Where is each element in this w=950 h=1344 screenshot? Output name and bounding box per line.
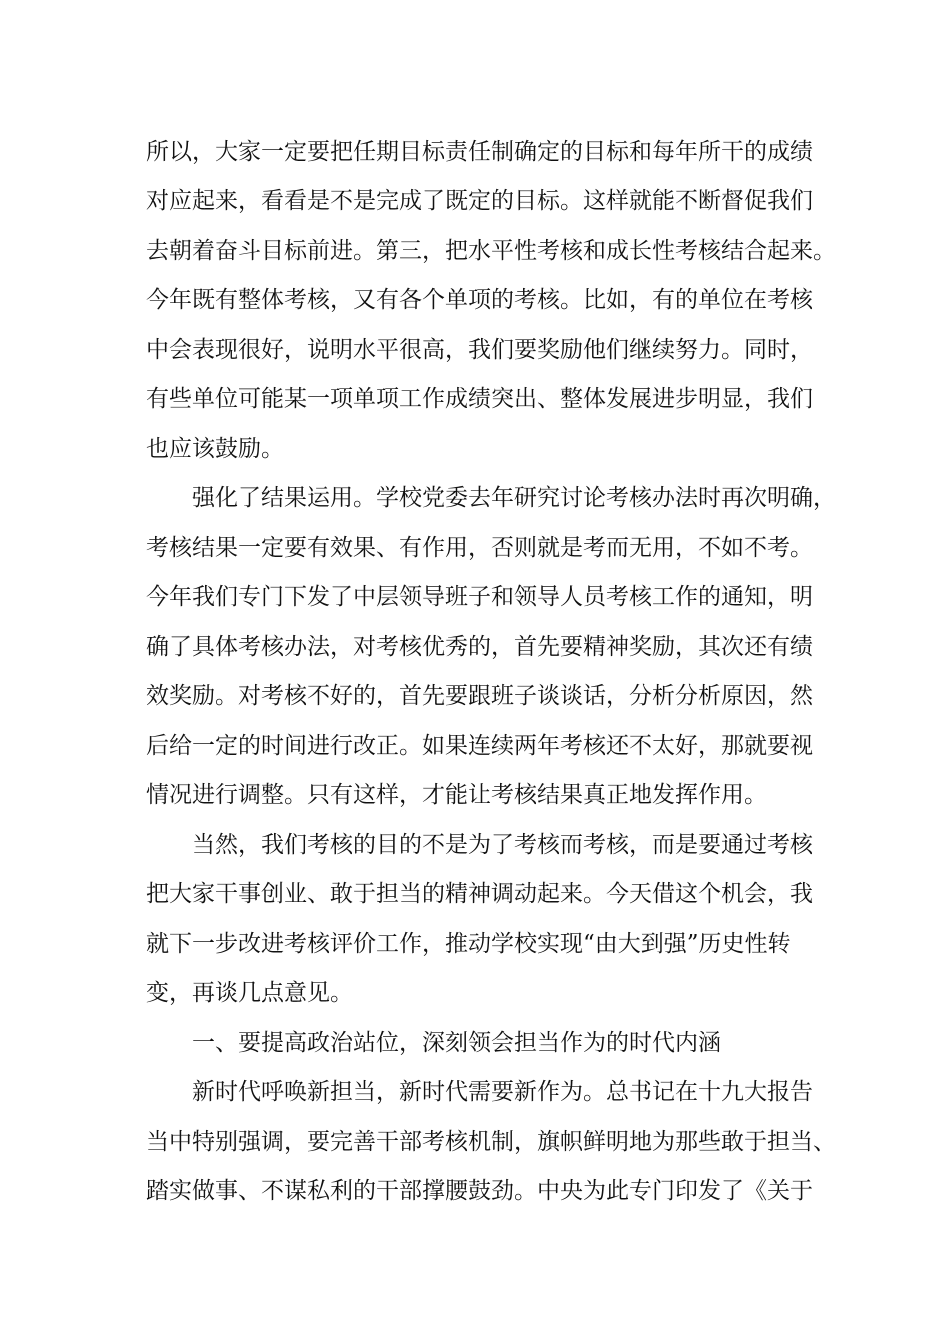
text-line: 变，再谈几点意见。	[146, 980, 353, 1006]
text-line: 效奖励。对考核不好的，首先要跟班子谈谈话，分析分析原因，然	[146, 683, 813, 709]
text-line: 所以，大家一定要把任期目标责任制确定的目标和每年所干的成绩	[146, 139, 813, 165]
text-line: 新时代呼唤新担当，新时代需要新作为。总书记在十九大报告	[192, 1079, 813, 1105]
text-line: 去朝着奋斗目标前进。第三，把水平性考核和成长性考核结合起来。	[146, 238, 836, 264]
text-line: 也应该鼓励。	[146, 436, 284, 462]
text-line: 中会表现很好，说明水平很高，我们要奖励他们继续努力。同时，	[146, 337, 813, 363]
text-line: 考核结果一定要有效果、有作用，否则就是考而无用，不如不考。	[146, 535, 813, 561]
text-line: 把大家干事创业、敢于担当的精神调动起来。今天借这个机会，我	[146, 881, 813, 907]
text-line: 踏实做事、不谋私利的干部撑腰鼓劲。中央为此专门印发了《关于	[146, 1178, 813, 1204]
text-line: 当然，我们考核的目的不是为了考核而考核，而是要通过考核	[192, 832, 813, 858]
text-line: 今年既有整体考核，又有各个单项的考核。比如，有的单位在考核	[146, 287, 813, 313]
text-line: 强化了结果运用。学校党委去年研究讨论考核办法时再次明确，	[192, 485, 836, 511]
text-line: 确了具体考核办法，对考核优秀的，首先要精神奖励，其次还有绩	[146, 634, 813, 660]
text-line: 当中特别强调，要完善干部考核机制，旗帜鲜明地为那些敢于担当、	[146, 1129, 836, 1155]
text-line: 就下一步改进考核评价工作，推动学校实现“由大到强”历史性转	[146, 931, 791, 957]
section-heading: 一、要提高政治站位，深刻领会担当作为的时代内涵	[192, 1030, 721, 1056]
text-line: 对应起来，看看是不是完成了既定的目标。这样就能不断督促我们	[146, 188, 813, 214]
text-line: 后给一定的时间进行改正。如果连续两年考核还不太好，那就要视	[146, 733, 813, 759]
text-line: 情况进行调整。只有这样，才能让考核结果真正地发挥作用。	[146, 782, 767, 808]
text-line: 有些单位可能某一项单项工作成绩突出、整体发展进步明显，我们	[146, 386, 813, 412]
text-line: 今年我们专门下发了中层领导班子和领导人员考核工作的通知，明	[146, 584, 813, 610]
